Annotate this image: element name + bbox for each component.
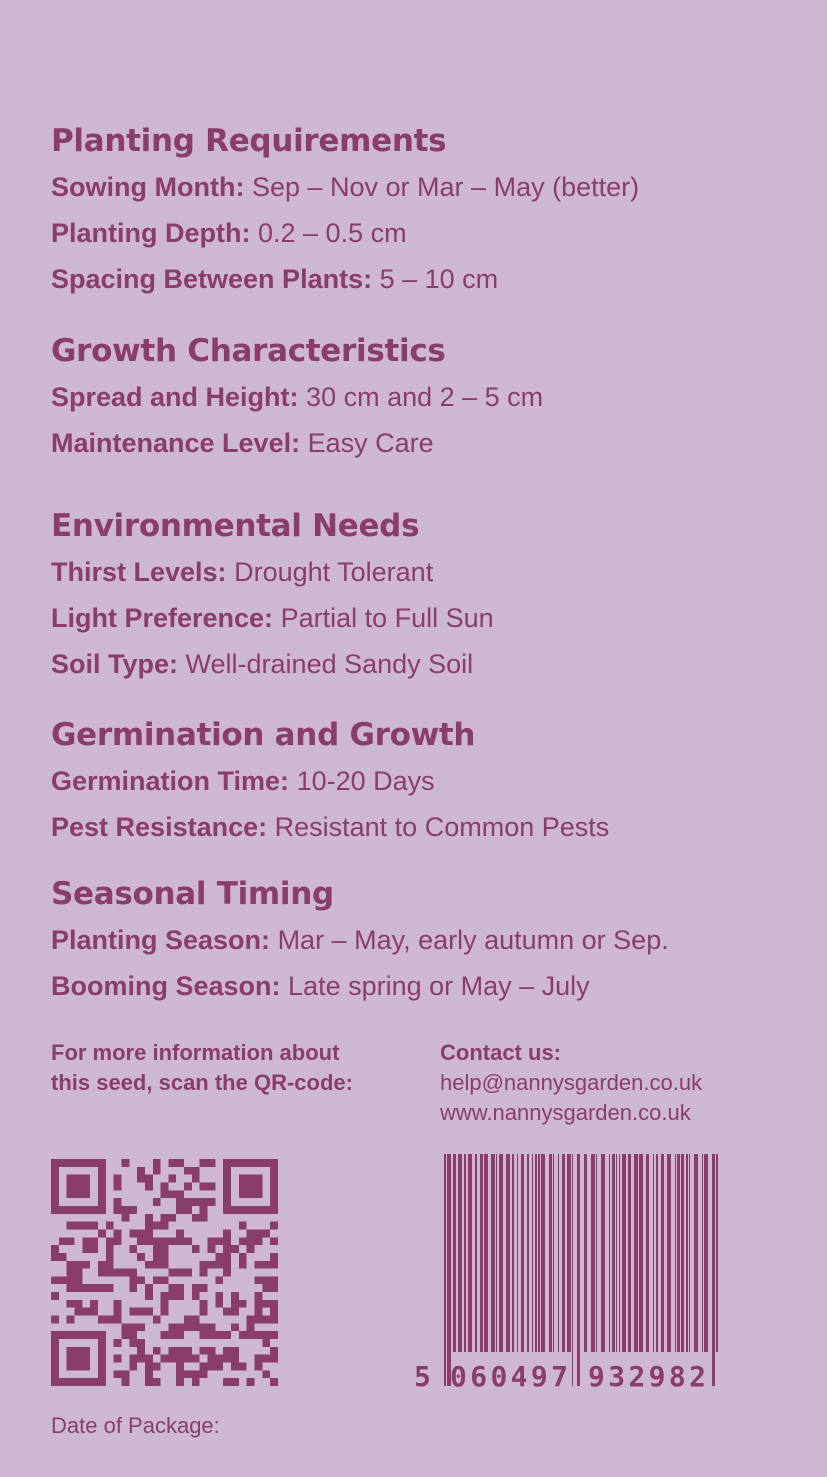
row-value: Partial to Full Sun xyxy=(280,603,494,633)
row-label: Planting Season: xyxy=(51,925,271,955)
row-label: Pest Resistance: xyxy=(51,812,268,842)
qr-code-icon[interactable] xyxy=(51,1159,278,1386)
planting-requirements xyxy=(51,118,791,302)
detail-row xyxy=(51,420,791,466)
row-label: Sowing Month: xyxy=(51,172,245,202)
barcode-bars-icon xyxy=(444,1154,718,1386)
row-label: Germination Time: xyxy=(51,766,290,796)
section-title: Planting Requirements xyxy=(51,123,447,159)
barcode-group-1: 060497 xyxy=(450,1360,568,1393)
row-value: Drought Tolerant xyxy=(234,557,434,587)
detail-row xyxy=(51,374,791,420)
row-value: Sep – Nov or Mar – May (better) xyxy=(251,172,640,202)
contact-block xyxy=(440,1038,800,1128)
row-value: Resistant to Common Pests xyxy=(274,812,610,842)
detail-row xyxy=(51,210,791,256)
row-label: Spread and Height: xyxy=(51,382,299,412)
barcode-first-digit: 5 xyxy=(414,1360,431,1393)
section-title: Seasonal Timing xyxy=(51,876,334,912)
row-label: Planting Depth: xyxy=(51,218,251,248)
row-value: Mar – May, early autumn or Sep. xyxy=(277,925,669,955)
section-title: Environmental Needs xyxy=(51,508,420,544)
row-value: Late spring or May – July xyxy=(288,971,590,1001)
date-of-package-label: Date of Package: xyxy=(51,1413,220,1438)
row-value: 5 – 10 cm xyxy=(379,264,499,294)
row-label: Light Preference: xyxy=(51,603,274,633)
row-label: Thirst Levels: xyxy=(51,557,227,587)
detail-row xyxy=(51,256,791,302)
detail-row xyxy=(51,549,791,595)
row-value: Well-drained Sandy Soil xyxy=(185,649,474,679)
row-label: Spacing Between Plants: xyxy=(51,264,373,294)
contact-website[interactable]: www.nannysgarden.co.uk xyxy=(440,1100,691,1125)
detail-row xyxy=(51,164,791,210)
seasonal-timing xyxy=(51,871,791,1009)
section-title: Growth Characteristics xyxy=(51,333,446,369)
environmental-needs xyxy=(51,503,791,687)
contact-email[interactable]: help@nannysgarden.co.uk xyxy=(440,1070,703,1095)
growth-characteristics xyxy=(51,328,791,466)
detail-row xyxy=(51,804,791,850)
row-label: Maintenance Level: xyxy=(51,428,301,458)
detail-row xyxy=(51,917,791,963)
section-title: Germination and Growth xyxy=(51,717,476,753)
barcode-group-2: 932982 xyxy=(588,1360,706,1393)
row-value: 30 cm and 2 – 5 cm xyxy=(306,382,544,412)
row-value: 10-20 Days xyxy=(296,766,435,796)
barcode xyxy=(414,1154,724,1394)
row-label: Soil Type: xyxy=(51,649,179,679)
detail-row xyxy=(51,595,791,641)
detail-row xyxy=(51,758,791,804)
qr-instructions: For more information about this seed, scan the QR-code: xyxy=(51,1040,353,1095)
row-value: Easy Care xyxy=(307,428,434,458)
detail-row xyxy=(51,641,791,687)
row-label: Booming Season: xyxy=(51,971,281,1001)
row-value: 0.2 – 0.5 cm xyxy=(258,218,407,248)
germination-and-growth xyxy=(51,712,791,850)
detail-row xyxy=(51,963,791,1009)
contact-title: Contact us: xyxy=(440,1040,561,1065)
